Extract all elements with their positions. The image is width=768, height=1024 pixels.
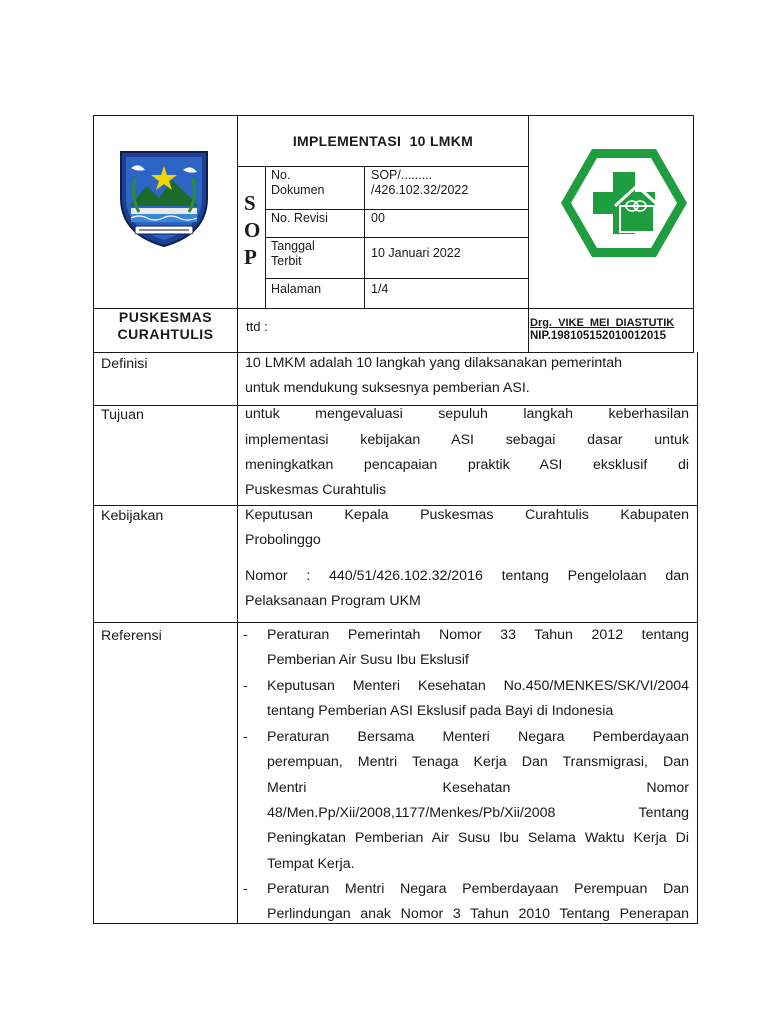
value-no-revisi: 00 <box>371 211 385 225</box>
value-no-dokumen-1: SOP/......... <box>371 168 433 182</box>
referensi-line: Pemberian Air Susu Ibu Ekslusif <box>267 652 469 668</box>
regency-coat-of-arms-icon <box>117 148 211 248</box>
list-dash: - <box>243 678 248 694</box>
list-dash: - <box>243 881 248 897</box>
tujuan-line4: Puskesmas Curahtulis <box>245 482 387 498</box>
label-no-revisi: No. Revisi <box>271 211 328 225</box>
referensi-line: Mentri Kesehatan Nomor <box>267 780 689 796</box>
value-tanggal-terbit: 10 Januari 2022 <box>371 246 461 260</box>
referensi-line: perempuan, Mentri Tenaga Kerja Dan Transmigrasi, Dan <box>267 754 689 770</box>
referensi-line: Peraturan Mentri Negara Pemberdayaan Perempuan Dan <box>267 881 689 897</box>
document-title: IMPLEMENTASI 10 LMKM <box>292 133 474 149</box>
label-no-dokumen-2: Dokumen <box>271 183 325 197</box>
puskesmas-logo-icon <box>559 146 689 260</box>
signer-nip: NIP.198105152010012015 <box>530 330 667 342</box>
referensi-line: Peraturan Pemerintah Nomor 33 Tahun 2012 tentang <box>267 627 689 643</box>
definisi-label: Definisi <box>101 356 148 372</box>
label-halaman: Halaman <box>271 282 322 296</box>
org-name-line2: CURAHTULIS <box>117 326 214 342</box>
referensi-line: Tempat Kerja. <box>267 856 355 872</box>
label-terbit: Terbit <box>271 254 302 268</box>
referensi-line: Peraturan Bersama Menteri Negara Pemberdayaan <box>267 729 689 745</box>
referensi-item <box>243 674 689 726</box>
value-halaman: 1/4 <box>371 282 389 296</box>
definisi-line2: untuk mendukung suksesnya pemberian ASI. <box>245 380 530 396</box>
referensi-line: tentang Pemberian ASI Ekslusif pada Bayi di Indonesia <box>267 703 614 719</box>
signer-name: Drg. VIKE MEI DIASTUTIK <box>530 317 675 329</box>
definisi-line1: 10 LMKM adalah 10 langkah yang dilaksanakan pemerintah <box>245 355 623 371</box>
referensi-line: Peningkatan Pemberian Air Susu Ibu Selama Waktu Kerja Di <box>267 830 689 846</box>
kebijakan-label: Kebijakan <box>101 508 164 524</box>
kebijakan-p1-line2: Probolinggo <box>245 532 321 548</box>
list-dash: - <box>243 729 248 745</box>
kebijakan-p1-line1: Keputusan Kepala Puskesmas Curahtulis Kabupaten <box>245 507 689 523</box>
sop-letter-o: O <box>244 218 261 242</box>
org-name-line1: PUSKESMAS <box>118 309 213 325</box>
referensi-item <box>243 623 689 675</box>
referensi-item <box>243 725 689 879</box>
referensi-item <box>243 877 689 923</box>
sop-letter-s: S <box>244 191 256 215</box>
sop-letter-p: P <box>244 245 257 269</box>
referensi-label: Referensi <box>101 628 162 644</box>
kebijakan-p2-line2: Pelaksanaan Program UKM <box>245 593 421 609</box>
label-no-dokumen-1: No. <box>271 168 291 182</box>
referensi-line: Perlindungan anak Nomor 3 Tahun 2010 Tentang Penerapan <box>267 906 689 922</box>
tujuan-line1: untuk mengevaluasi sepuluh langkah keberhasilan <box>245 406 689 422</box>
tujuan-line3: meningkatkan pencapaian praktik ASI eksklusif di <box>245 457 689 473</box>
label-tanggal: Tanggal <box>271 239 315 253</box>
referensi-line: 48/Men.Pp/Xii/2008,1177/Menkes/Pb/Xii/2008 Tentang <box>267 805 689 821</box>
list-dash: - <box>243 627 248 643</box>
value-no-dokumen-2: /426.102.32/2022 <box>371 183 469 197</box>
referensi-line: Keputusan Menteri Kesehatan No.450/MENKES/SK/VI/2004 <box>267 678 689 694</box>
tujuan-line2: implementasi kebijakan ASI sebagai dasar untuk <box>245 432 689 448</box>
kebijakan-p2-line1: Nomor : 440/51/426.102.32/2016 tentang Pengelolaan dan <box>245 568 689 584</box>
tujuan-label: Tujuan <box>101 407 144 423</box>
ttd-label: ttd : <box>246 319 268 334</box>
